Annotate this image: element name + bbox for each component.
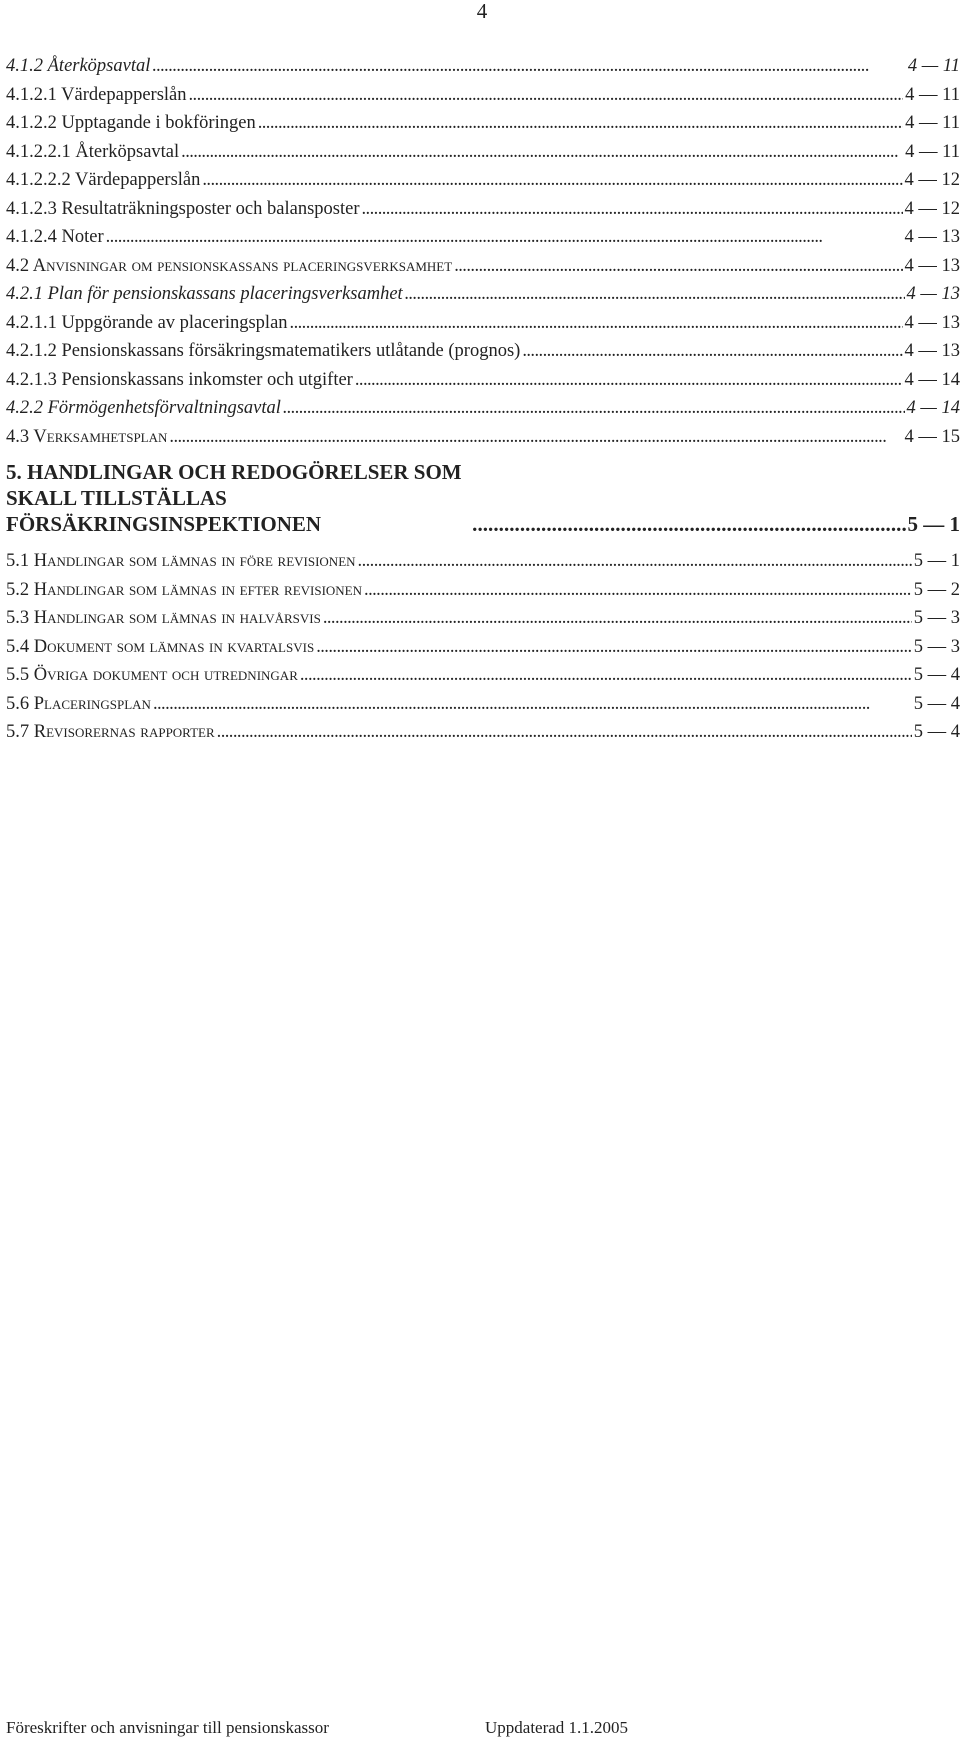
toc-entry-page: 4 — 13 xyxy=(904,255,960,276)
toc-entry-page: 4 — 14 xyxy=(904,369,960,390)
toc-entry-page: 4 — 11 xyxy=(905,113,960,133)
toc-entry-title: 5.2 Handlingar som lämnas in efter revisionen xyxy=(6,579,363,600)
toc-entry[interactable] xyxy=(6,52,960,81)
toc-entry-title: 4.2 Anvisningar om pensionskassans placeringsverksamhet xyxy=(6,255,453,276)
dot-leader xyxy=(217,718,912,747)
dot-leader xyxy=(169,423,902,452)
dot-leader xyxy=(362,195,903,224)
dot-leader xyxy=(323,604,912,633)
toc-entry[interactable] xyxy=(6,604,960,633)
toc-entry-page: 4 — 11 xyxy=(907,56,960,76)
toc-entry-title: 4.1.2.2.1 Återköpsavtal xyxy=(6,141,180,162)
page-number: 4 xyxy=(476,0,488,23)
toc-entry[interactable] xyxy=(6,309,960,338)
toc-entry[interactable] xyxy=(6,423,960,452)
toc-entry[interactable] xyxy=(6,576,960,605)
toc-entry-page: 4 — 15 xyxy=(904,426,960,447)
toc-entry-title: 4.2.1 Plan för pensionskassans placeringsverksamhet xyxy=(6,284,403,304)
toc-entry[interactable] xyxy=(6,690,960,719)
toc-entry-page: 4 — 12 xyxy=(904,170,960,190)
toc-entry-title: 4.2.2 Förmögenhetsförvaltningsavtal xyxy=(6,398,281,418)
toc-entry-title: 4.2.1.2 Pensionskassans försäkringsmatematikers utlåtande (prognos) xyxy=(6,341,521,361)
toc-entry-page: 5 — 4 xyxy=(913,665,960,685)
toc-entry[interactable] xyxy=(6,394,960,423)
toc-entry-page: 4 — 13 xyxy=(904,227,960,247)
toc-entry-title: 4.1.2.2.2 Värdepapperslån xyxy=(6,170,201,190)
toc-entry[interactable] xyxy=(6,166,960,195)
toc-entry-page: 5 — 4 xyxy=(913,693,960,714)
toc-entry[interactable] xyxy=(6,280,960,309)
dot-leader xyxy=(181,138,903,167)
toc-entry[interactable] xyxy=(6,252,960,281)
dot-leader xyxy=(472,511,905,537)
toc-entry[interactable] xyxy=(6,718,960,747)
toc-entry[interactable] xyxy=(6,138,960,167)
footer-document-title: Föreskrifter och anvisningar till pensionskassor xyxy=(6,1718,329,1737)
toc-entry-page: 5 — 1 xyxy=(913,551,960,571)
toc-entry[interactable] xyxy=(6,337,960,366)
dot-leader xyxy=(258,109,903,138)
dot-leader xyxy=(364,576,912,605)
toc-entry-major[interactable] xyxy=(6,459,960,537)
toc-entry[interactable] xyxy=(6,661,960,690)
dot-leader xyxy=(522,337,902,366)
toc-entry-page: 4 — 11 xyxy=(905,84,960,105)
dot-leader xyxy=(405,280,905,309)
toc-entry-page: 4 — 13 xyxy=(906,284,960,304)
table-of-contents xyxy=(6,52,960,747)
dot-leader xyxy=(153,690,912,719)
toc-entry-title: 4.1.2.2 Upptagande i bokföringen xyxy=(6,113,256,133)
toc-entry-page: 5 — 4 xyxy=(913,722,960,742)
toc-entry-title: 4.1.2.1 Värdepapperslån xyxy=(6,84,187,105)
toc-entry-page: 4 — 14 xyxy=(906,398,960,418)
toc-entry-page: 5 — 3 xyxy=(913,636,960,657)
footer-updated-date: Uppdaterad 1.1.2005 xyxy=(485,1718,629,1737)
toc-entry[interactable] xyxy=(6,223,960,252)
dot-leader xyxy=(202,166,902,195)
dot-leader xyxy=(316,633,912,662)
dot-leader xyxy=(358,547,912,576)
toc-entry[interactable] xyxy=(6,109,960,138)
dot-leader xyxy=(300,661,912,690)
dot-leader xyxy=(106,223,903,252)
toc-entry[interactable] xyxy=(6,633,960,662)
toc-entry-title: 4.1.2.4 Noter xyxy=(6,227,104,247)
dot-leader xyxy=(283,394,905,423)
dot-leader xyxy=(355,366,903,395)
toc-entry-title: 5.3 Handlingar som lämnas in halvårsvis xyxy=(6,608,321,628)
toc-entry[interactable] xyxy=(6,547,960,576)
toc-entry-page: 4 — 13 xyxy=(904,341,960,361)
toc-entry-title: 5. HANDLINGAR OCH REDOGÖRELSER SOM SKALL TILLSTÄLLAS FÖRSÄKRINGSINSPEKTIONEN xyxy=(6,460,462,536)
toc-entry-page: 4 — 11 xyxy=(905,141,960,162)
toc-entry-title: 5.1 Handlingar som lämnas in före revisionen xyxy=(6,551,356,571)
toc-entry-title: 4.2.1.1 Uppgörande av placeringsplan xyxy=(6,312,288,333)
toc-entry-title: 5.7 Revisorernas rapporter xyxy=(6,722,215,742)
toc-entry-title: 5.6 Placeringsplan xyxy=(6,693,151,714)
dot-leader xyxy=(152,52,906,81)
dot-leader xyxy=(290,309,903,338)
toc-entry-page: 4 — 13 xyxy=(904,312,960,333)
dot-leader xyxy=(454,252,902,281)
toc-entry-page: 5 — 3 xyxy=(913,608,960,628)
toc-entry-title: 4.2.1.3 Pensionskassans inkomster och utgifter xyxy=(6,369,353,390)
toc-entry-title: 5.4 Dokument som lämnas in kvartalsvis xyxy=(6,636,315,657)
toc-entry[interactable] xyxy=(6,195,960,224)
dot-leader xyxy=(189,81,904,110)
toc-entry-title: 4.3 Verksamhetsplan xyxy=(6,426,168,447)
toc-entry-page: 5 — 1 xyxy=(907,512,960,536)
toc-entry-page: 4 — 12 xyxy=(904,198,960,219)
toc-entry[interactable] xyxy=(6,366,960,395)
toc-entry-title: 4.1.2 Återköpsavtal xyxy=(6,56,151,76)
toc-entry-page: 5 — 2 xyxy=(913,579,960,600)
toc-entry-title: 5.5 Övriga dokument och utredningar xyxy=(6,665,298,685)
toc-entry[interactable] xyxy=(6,81,960,110)
toc-entry-title: 4.1.2.3 Resultaträkningsposter och balansposter xyxy=(6,198,360,219)
